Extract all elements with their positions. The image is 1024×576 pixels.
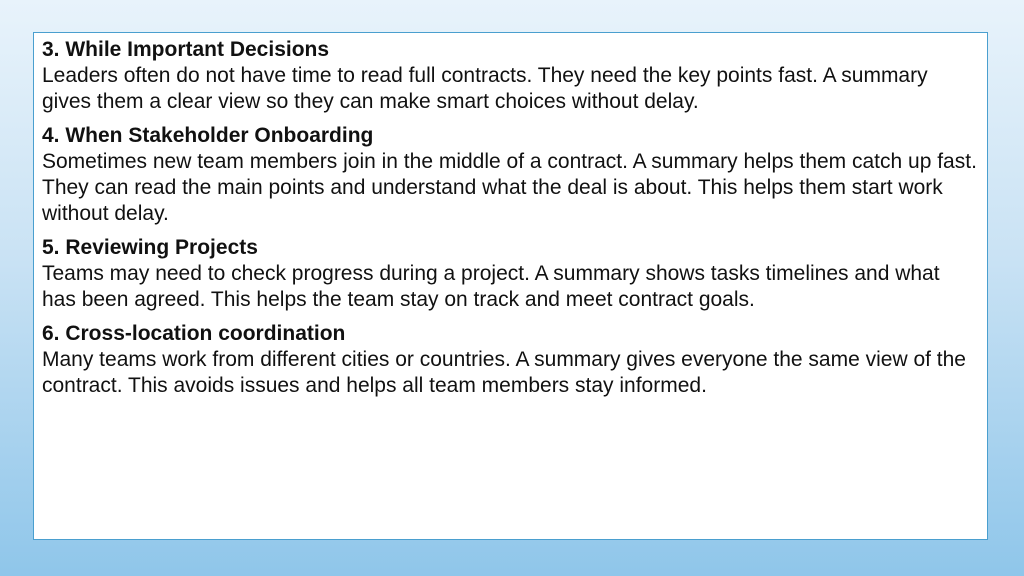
section-stakeholder-onboarding	[42, 123, 979, 227]
section-important-decisions	[42, 37, 979, 115]
section-heading: 5. Reviewing Projects	[42, 236, 258, 259]
section-heading: 3. While Important Decisions	[42, 38, 330, 61]
section-body: Sometimes new team members join in the middle of a contract. A summary helps them catch up fast. They can read the main points and understand what the deal is about. This helps them start work without delay.	[42, 150, 977, 225]
section-cross-location-coordination	[42, 321, 979, 399]
section-body: Teams may need to check progress during a project. A summary shows tasks timelines and what has been agreed. This helps the team stay on track and meet contract goals.	[42, 262, 940, 311]
content-box	[33, 32, 988, 540]
section-reviewing-projects	[42, 235, 979, 313]
section-heading: 6. Cross-location coordination	[42, 322, 346, 345]
section-heading: 4. When Stakeholder Onboarding	[42, 124, 374, 147]
section-body: Leaders often do not have time to read full contracts. They need the key points fast. A summary gives them a clear view so they can make smart choices without delay.	[42, 64, 928, 113]
section-body: Many teams work from different cities or countries. A summary gives everyone the same view of the contract. This avoids issues and helps all team members stay informed.	[42, 348, 966, 397]
